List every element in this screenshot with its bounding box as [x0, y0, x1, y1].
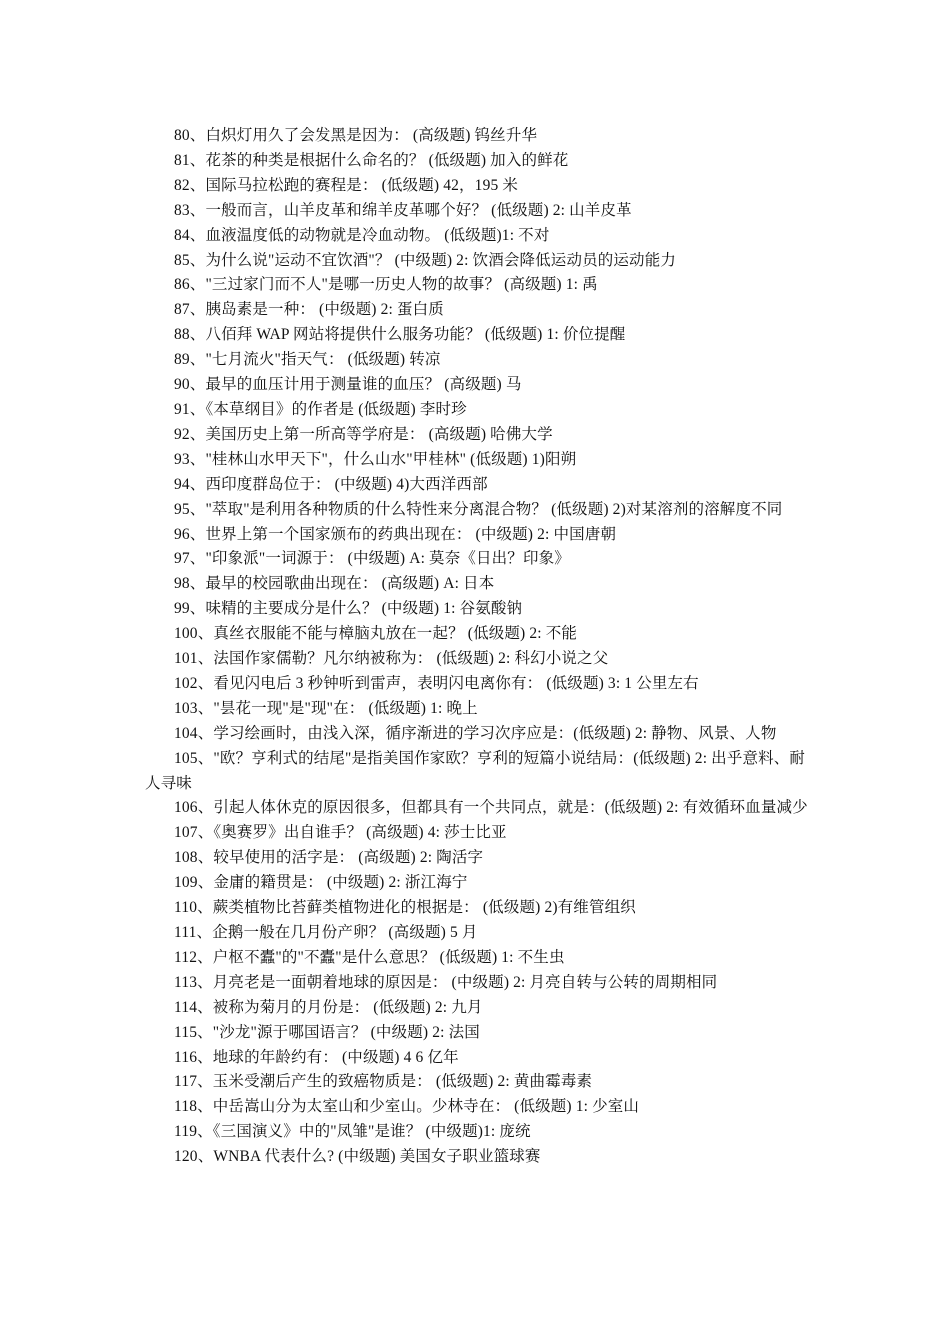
quiz-item: 103、"昙花一现"是"现"在： (低级题) 1: 晚上: [174, 699, 478, 717]
quiz-item: 112、户枢不蠹"的"不蠹"是什么意思？ (低级题) 1: 不生虫: [174, 948, 565, 966]
quiz-list: [145, 124, 820, 1170]
quiz-item: 107、《奥赛罗》出自谁手？ (高级题) 4: 莎士比亚: [174, 824, 507, 842]
quiz-item: 80、白炽灯用久了会发黑是因为： (高级题) 钨丝升华: [174, 127, 538, 144]
quiz-item: 95、"萃取"是利用各种物质的什么特性来分离混合物？ (低级题) 2)对某溶剂的溶解度不同: [174, 500, 783, 518]
quiz-item: 114、被称为菊月的月份是： (低级题) 2: 九月: [174, 998, 483, 1016]
quiz-item: 118、中岳嵩山分为太室山和少室山。少林寺在： (低级题) 1: 少室山: [174, 1098, 640, 1116]
quiz-item: 99、味精的主要成分是什么？ (中级题) 1: 谷氨酸钠: [174, 600, 523, 618]
quiz-item: 113、月亮老是一面朝着地球的原因是： (中级题) 2: 月亮自转与公转的周期相同: [174, 973, 718, 991]
quiz-item: 115、"沙龙"源于哪国语言？ (中级题) 2: 法国: [174, 1023, 480, 1041]
quiz-item: 100、真丝衣服能不能与樟脑丸放在一起？ (低级题) 2: 不能: [174, 625, 578, 643]
quiz-item: 116、地球的年龄约有： (中级题) 4 6 亿年: [174, 1048, 459, 1066]
quiz-item: 82、国际马拉松跑的赛程是： (低级题) 42，195 米: [174, 176, 519, 194]
quiz-item: 102、看见闪电后 3 秒钟听到雷声，表明闪电离你有： (低级题) 3: 1 公里左右: [174, 674, 699, 692]
quiz-item: 105、"欧？亨利式的结尾"是指美国作家欧？亨利的短篇小说结局：(低级题) 2: 出乎意料、耐人寻味: [145, 749, 806, 792]
quiz-item: 119、《三国演义》中的"凤雏"是谁？ (中级题)1: 庞统: [174, 1123, 531, 1141]
quiz-item: 86、"三过家门而不人"是哪一历史人物的故事？ (高级题) 1: 禹: [174, 276, 598, 294]
quiz-item: 120、WNBA 代表什么? (中级题) 美国女子职业篮球赛: [174, 1148, 541, 1166]
quiz-item: 106、引起人体休克的原因很多，但都具有一个共同点，就是：(低级题) 2: 有效循环血量减少: [174, 799, 808, 817]
quiz-item: 91、《本草纲目》的作者是 (低级题) 李时珍: [174, 400, 467, 418]
quiz-item: 85、为什么说"运动不宜饮酒"？ (中级题) 2: 饮酒会降低运动员的运动能力: [174, 251, 677, 269]
quiz-item: 104、学习绘画时，由浅入深，循序渐进的学习次序应是：(低级题) 2: 静物、风景、人物: [174, 724, 777, 742]
quiz-item: 90、最早的血压计用于测量谁的血压？ (高级题) 马: [174, 376, 522, 394]
quiz-item: 93、"桂林山水甲天下"，什么山水"甲桂林" (低级题) 1)阳朔: [174, 450, 577, 468]
quiz-item: 83、一般而言，山羊皮革和绵羊皮革哪个好？ (低级题) 2: 山羊皮革: [174, 201, 632, 219]
quiz-item: 117、玉米受潮后产生的致癌物质是： (低级题) 2: 黄曲霉毒素: [174, 1073, 593, 1091]
quiz-item: 110、蕨类植物比苔藓类植物进化的根据是： (低级题) 2)有维管组织: [174, 899, 636, 917]
quiz-item: 111、企鹅一般在几月份产卵？ (高级题) 5 月: [174, 924, 478, 941]
quiz-item: 92、美国历史上第一所高等学府是： (高级题) 哈佛大学: [174, 425, 553, 443]
quiz-item: 81、花茶的种类是根据什么命名的？ (低级题) 加入的鲜花: [174, 151, 569, 169]
quiz-item: 98、最早的校园歌曲出现在： (高级题) A: 日本: [174, 575, 495, 593]
quiz-item: 84、血液温度低的动物就是冷血动物。 (低级题)1: 不对: [174, 226, 550, 244]
quiz-item: 101、法国作家儒勒？凡尔纳被称为： (低级题) 2: 科幻小说之父: [174, 650, 609, 668]
quiz-item: 109、金庸的籍贯是： (中级题) 2: 浙江海宁: [174, 874, 468, 892]
quiz-item: 88、八佰拜 WAP 网站将提供什么服务功能？ (低级题) 1: 价位提醒: [174, 326, 626, 344]
quiz-item: 89、"七月流火"指天气： (低级题) 转凉: [174, 351, 441, 369]
quiz-item: 94、西印度群岛位于： (中级题) 4)大西洋西部: [174, 475, 488, 493]
quiz-item: 96、世界上第一个国家颁布的药典出现在： (中级题) 2: 中国唐朝: [174, 525, 617, 543]
quiz-item: 97、"印象派"一词源于： (中级题) A: 莫奈《日出？印象》: [174, 550, 570, 568]
quiz-item: 87、胰岛素是一种： (中级题) 2: 蛋白质: [174, 301, 444, 319]
quiz-item: 108、较早使用的活字是： (高级题) 2: 陶活字: [174, 849, 484, 867]
